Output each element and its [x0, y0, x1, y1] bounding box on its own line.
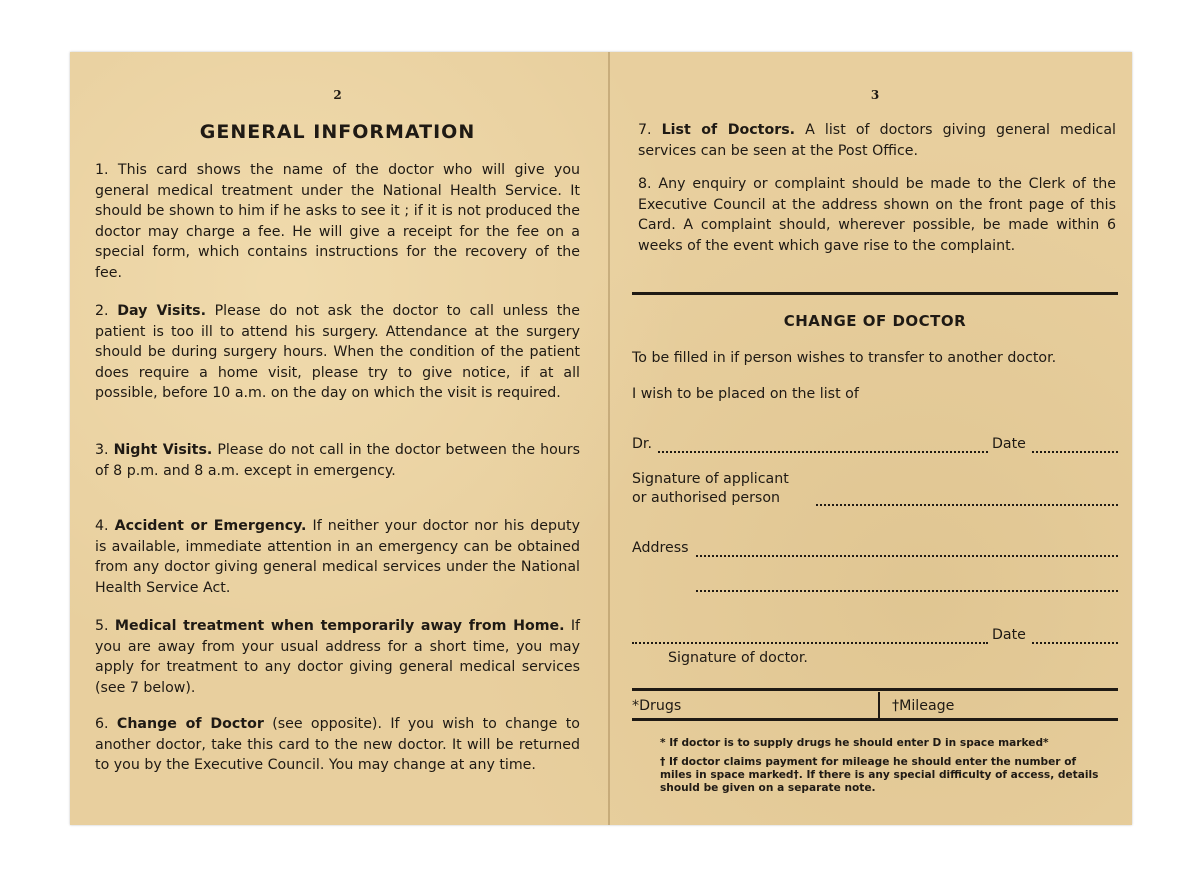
date-label: Date — [992, 436, 1026, 452]
signature-applicant-field[interactable] — [816, 504, 1118, 506]
paragraph-4-body: If neither your doctor nor his deputy is available, immediate attention in an emergency can be obtained from any doctor giving general medical services under the National Health Service Act. — [95, 518, 580, 596]
paragraph-5 — [95, 616, 580, 698]
left-page — [95, 52, 580, 825]
signature-applicant-line1: Signature of applicant — [632, 471, 789, 487]
paragraph-3-body: Please do not call in the doctor between the hours of 8 p.m. and 8 a.m. except in emergency. — [95, 442, 581, 479]
paragraph-4 — [95, 516, 580, 598]
general-information-heading: GENERAL INFORMATION — [199, 121, 476, 143]
drugs-box-top-rule — [632, 688, 1118, 691]
paragraph-6-body: (see opposite). If you wish to change to another doctor, take this card to the new doctor. It will be returned to you by the Executive Council. You may change at any time. — [95, 716, 580, 774]
paragraph-2-body: Please do not ask the doctor to call unless the patient is too ill to attend his surgery. Attendance at the surgery should be during surgery hours. When the condition of the patient does require a home visit, please try to give notice, if at all possible, before 10 a.m. on the day on which the visit is required. — [95, 303, 580, 402]
paragraph-6-number: 6. — [95, 716, 109, 732]
paragraph-4-number: 4. — [95, 518, 109, 534]
paragraph-1: 1. This card shows the name of the doctor who will give you general medical treatment under the National Health Service. It should be shown to him if he asks to see it ; if it is not produced the doctor may charge a fee. He will give a receipt for the fee on a special form, which contains instructions for the recovery of the fee. — [95, 162, 580, 281]
paragraph-3-number: 3. — [95, 442, 109, 458]
paragraph-6 — [95, 714, 580, 776]
right-page — [630, 52, 1120, 825]
signature-applicant-line2: or authorised person — [632, 490, 780, 506]
date-field[interactable] — [1032, 451, 1118, 453]
mileage-label: †Mileage — [892, 698, 955, 714]
drugs-mileage-divider — [878, 692, 880, 718]
paragraph-7-number: 7. — [638, 122, 652, 138]
address-field-1[interactable] — [696, 555, 1118, 557]
signature-of-doctor: Signature of doctor. — [668, 650, 808, 666]
address-field-2[interactable] — [696, 590, 1118, 592]
paragraph-7 — [638, 120, 1116, 161]
medical-card — [70, 52, 1132, 825]
section-divider — [632, 292, 1118, 295]
page-number-right: 3 — [870, 88, 880, 102]
address-label: Address — [632, 540, 689, 556]
paragraph-2 — [95, 301, 580, 404]
dr-label: Dr. — [632, 436, 652, 452]
paragraph-2-number: 2. — [95, 303, 109, 319]
paragraph-7-body: A list of doctors giving general medical services can be seen at the Post Office. — [638, 122, 1116, 159]
drugs-box-bottom-rule — [632, 718, 1118, 721]
paragraph-3 — [95, 440, 580, 481]
paragraph-2-title: Day Visits. — [117, 303, 206, 319]
paragraph-3-title: Night Visits. — [113, 442, 213, 458]
transfer-instruction: To be filled in if person wishes to transfer to another doctor. — [632, 350, 1057, 366]
paragraph-6-title: Change of Doctor — [116, 716, 264, 732]
change-of-doctor-heading: CHANGE OF DOCTOR — [783, 312, 967, 330]
paragraph-7-title: List of Doctors. — [661, 122, 796, 138]
drugs-label: *Drugs — [632, 698, 682, 714]
paragraph-4-title: Accident or Emergency. — [114, 518, 307, 534]
note-mileage: † If doctor claims payment for mileage he should enter the number of miles in space marked†. If there is any special difficulty of access, details should be given on a separate note. — [660, 756, 1099, 794]
dr-name-field[interactable] — [658, 451, 988, 453]
date-field-2[interactable] — [1032, 642, 1118, 644]
paragraph-5-number: 5. — [95, 618, 109, 634]
doctor-signature-field[interactable] — [632, 642, 988, 644]
paragraph-5-body: If you are away from your usual address for a short time, you may apply for treatment to any doctor giving general medical services (see 7 below). — [95, 618, 581, 696]
wish-line: I wish to be placed on the list of — [632, 386, 859, 402]
date-label-2: Date — [992, 627, 1026, 643]
paragraph-5-title: Medical treatment when temporarily away from Home. — [114, 618, 565, 634]
page-number-left: 2 — [333, 88, 342, 102]
card-fold — [608, 52, 610, 825]
note-drugs: * If doctor is to supply drugs he should enter D in space marked* — [660, 737, 1049, 749]
paragraph-8: 8. Any enquiry or complaint should be made to the Clerk of the Executive Council at the address shown on the front page of this Card. A complaint should, wherever possible, be made within 6 weeks of the event which gave rise to the complaint. — [638, 176, 1116, 254]
